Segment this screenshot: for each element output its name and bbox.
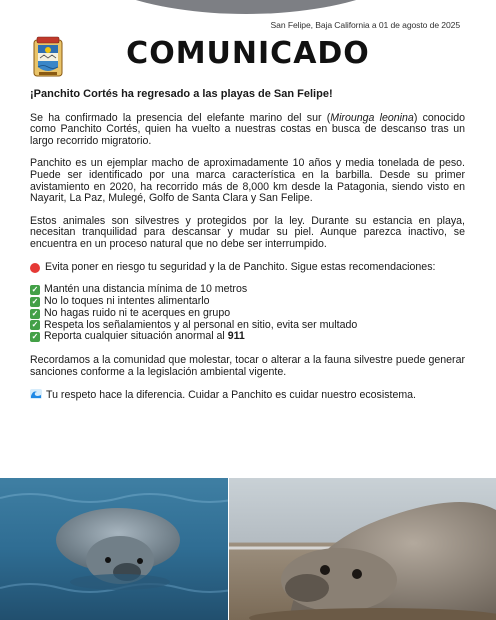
header-decor-band [0, 0, 496, 14]
paragraph-presence: Se ha confirmado la presencia del elefante marino del sur (Mirounga leonina) conocido como Panchito Cortés, quien ha vuelto a nuestras costas en busca de descanso tras un largo recorrido migratorio. [30, 111, 465, 147]
page-title: COMUNICADO [126, 36, 370, 71]
warning-note [30, 262, 465, 274]
dateline: San Felipe, Baja California a 01 de agosto de 2025 [270, 20, 460, 30]
emergency-number: 911 [227, 330, 245, 343]
headline: ¡Panchito Cortés ha regresado a las playas de San Felipe! [30, 88, 333, 100]
list-item: ✓ No lo toques ni intentes alimentarlo [31, 295, 210, 308]
red-circle-icon [30, 263, 40, 273]
list-item: ✓ Mantén una distancia mínima de 10 metros [31, 283, 248, 296]
green-check-icon: ✓ [31, 332, 39, 342]
list-item: ✓ Respeta los señalamientos y al personal en sitio, evita ser multado [31, 318, 358, 331]
warning-text: Evita poner en riesgo tu seguridad y la de Panchito. Sigue estas recomendaciones: [45, 260, 436, 273]
paragraph-sanctions: Recordamos a la comunidad que molestar, tocar o alterar a la fauna silvestre puede generar sanciones conforme a la legislación ambiental vigente. [30, 354, 465, 378]
communique-body [30, 89, 465, 413]
recommendations-list [30, 284, 465, 343]
list-item: ✓ Reporta cualquier situación anormal al 911 [31, 330, 245, 343]
green-check-icon: ✓ [31, 308, 39, 318]
paragraph-description: Panchito es un ejemplar macho de aproximadamente 10 años y media tonelada de peso. Puede ser identificado por una marca característica en la barbilla. Desde su primer avistamiento en 2020, ha recorrido más de 8,000 km desde la Patagonia, siendo visto en Nayarit, La Paz, Mulegé, Golfo de Santa Clara y San Felipe. [30, 157, 465, 205]
seal-on-beach-photo [229, 478, 496, 620]
green-check-icon: ✓ [31, 285, 39, 295]
list-item: ✓ No hagas ruido ni te acerques en grupo [31, 306, 231, 319]
green-check-icon: ✓ [31, 320, 39, 330]
seal-in-water-photo [0, 478, 228, 620]
green-check-icon: ✓ [31, 296, 39, 306]
photo-strip [0, 478, 496, 620]
wave-icon [30, 389, 42, 399]
paragraph-protection: Estos animales son silvestres y protegidos por la ley. Durante su estancia en playa, necesitan tranquilidad para descansar y mudar su piel. Aunque parezca inactivo, se encuentra en un proceso natural que no debe ser interrumpido. [30, 214, 465, 250]
closing-note: Tu respeto hace la diferencia. Cuidar a Panchito es cuidar nuestro ecosistema. [30, 389, 465, 402]
scientific-name: Mirounga leonina [330, 111, 414, 124]
